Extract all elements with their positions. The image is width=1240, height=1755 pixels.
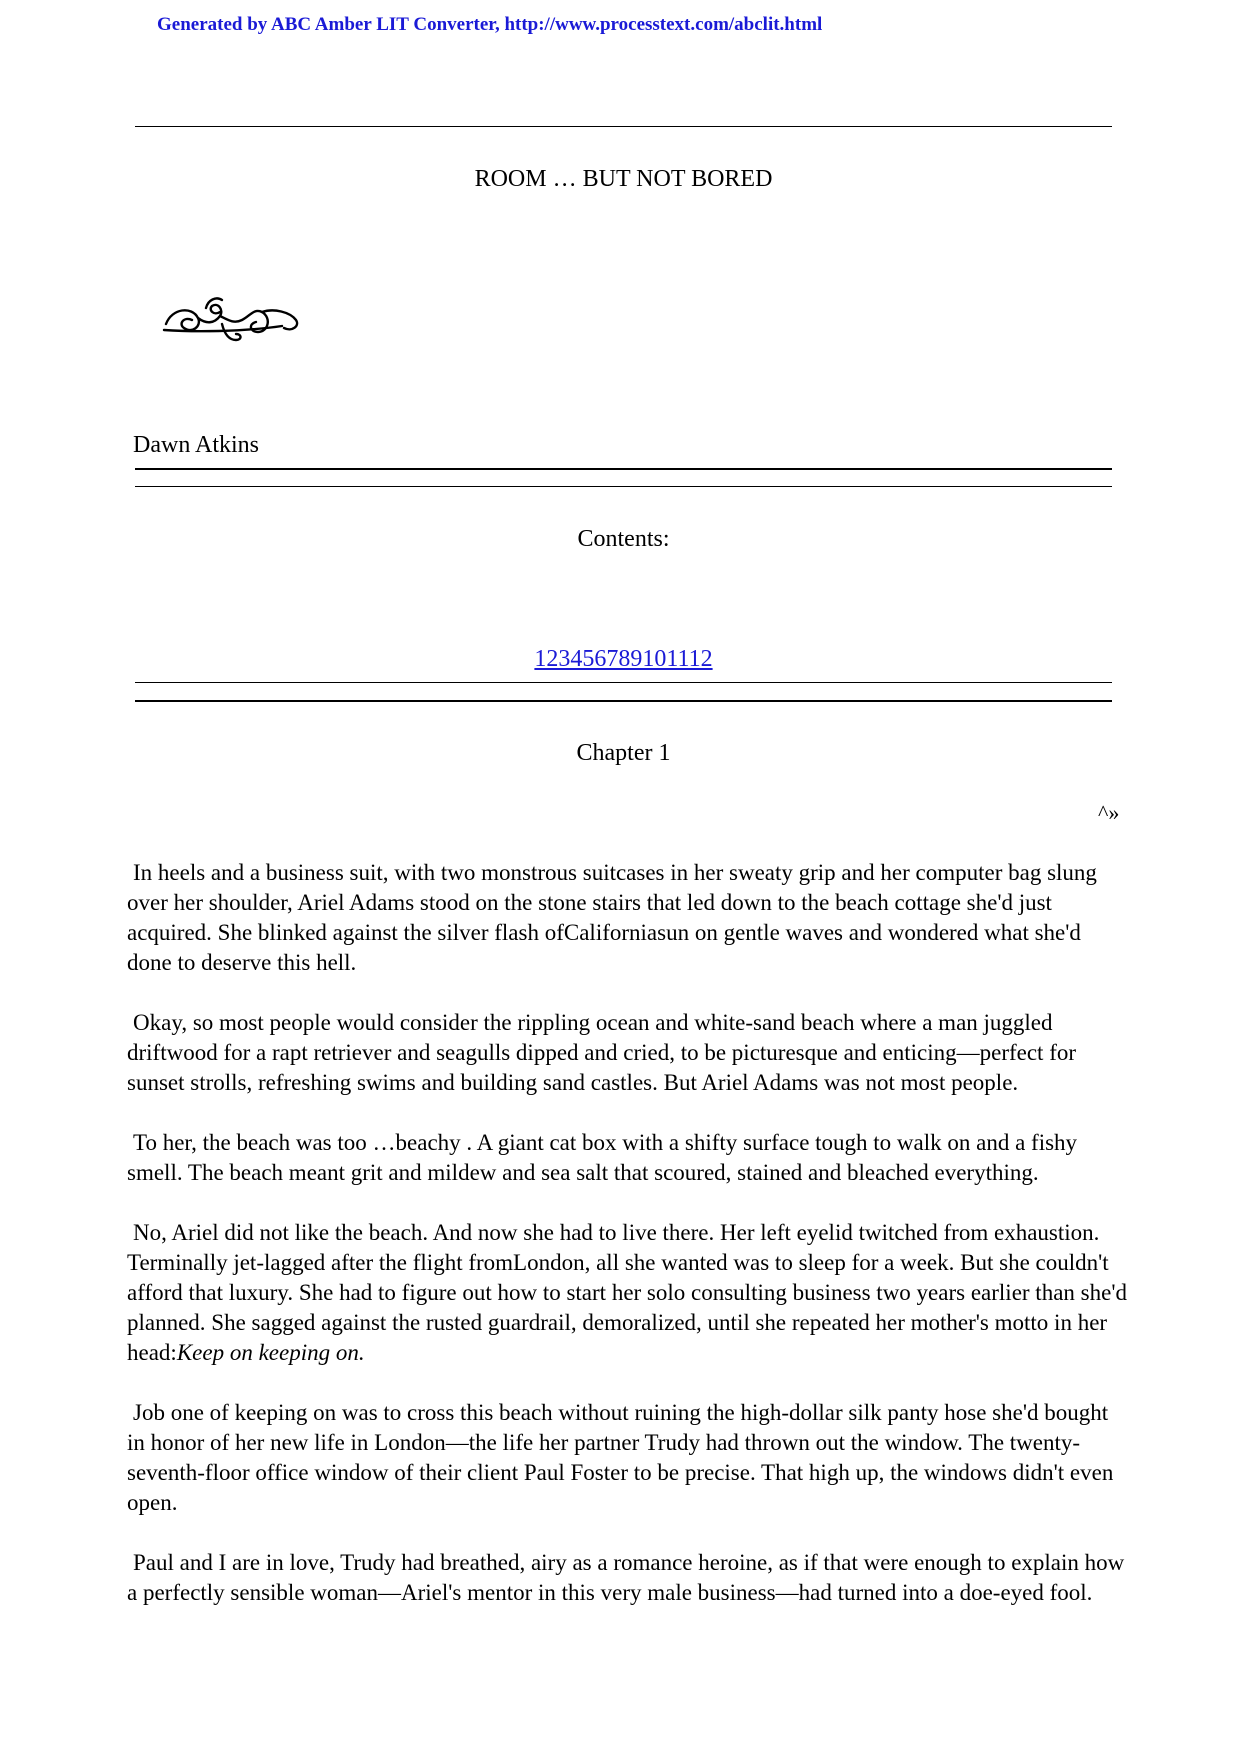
table-of-contents (135, 646, 1112, 673)
horizontal-rule (135, 682, 1112, 683)
paragraph (127, 1398, 1127, 1518)
horizontal-rule (135, 486, 1112, 487)
contents-heading: Contents: (577, 526, 670, 552)
paragraph-text: Okay, so most people would consider the rippling ocean and white-sand beach where a man juggled driftwood for a rapt retriever and seagulls dipped and cried, to be picturesque and enticing—perfect for sunset strolls, refreshing swims and building sand castles. But Ariel Adams was not most people. (127, 1010, 1077, 1095)
paragraph (127, 1128, 1127, 1188)
paragraph-text: Paul and I are in love, Trudy had breathed, airy as a romance heroine, as if that were enough to explain how a perfectly sensible woman—Ariel's mentor in this very male business—had turned into a doe-eyed fool. (127, 1550, 1125, 1605)
ornamental-flourish-icon (162, 290, 302, 348)
paragraph-text: Job one of keeping on was to cross this beach without ruining the high-dollar silk panty hose she'd bought in honor of her new life in London—the life her partner Trudy had thrown out the window. The twenty-seventh-floor office window of their client Paul Foster to be precise. That high up, the windows didn't even open. (127, 1400, 1114, 1515)
chapter-links[interactable]: 123456789101112 (534, 646, 713, 672)
book-title: ROOM … BUT NOT BORED (474, 166, 773, 192)
paragraph (127, 1548, 1127, 1608)
horizontal-rule (135, 126, 1112, 127)
author-name: Dawn Atkins (133, 432, 259, 458)
paragraph-text: In heels and a business suit, with two monstrous suitcases in her sweaty grip and her computer bag slung over her shoulder, Ariel Adams stood on the stone stairs that led down to the beach cottage she'd just acquired. She blinked against the silver flash ofCaliforniasun on gentle waves and wondered what she'd done to deserve this hell. (127, 860, 1097, 975)
chapter-title: Chapter 1 (576, 740, 671, 766)
generator-banner: Generated by ABC Amber LIT Converter, http://www.processtext.com/abclit.html (157, 14, 823, 35)
paragraph-italic-text: Keep on keeping on. (176, 1340, 365, 1365)
paragraph (127, 1008, 1127, 1098)
chapter-body (127, 858, 1127, 1638)
paragraph-text: No, Ariel did not like the beach. And now she had to live there. Her left eyelid twitched from exhaustion. Terminally jet-lagged after the flight fromLondon, all she wanted was to sleep for a week. But she couldn't afford that luxury. She had to figure out how to start her solo consulting business two years earlier than she'd planned. She sagged against the rusted guardrail, demoralized, until she repeated her mother's motto in her head: (127, 1220, 1127, 1365)
paragraph (127, 858, 1127, 978)
horizontal-rule (135, 700, 1112, 702)
paragraph (127, 1218, 1127, 1368)
horizontal-rule (135, 468, 1112, 470)
chapter-nav-links[interactable]: ^» (1098, 800, 1120, 825)
paragraph-text: To her, the beach was too …beachy . A giant cat box with a shifty surface tough to walk on and a fishy smell. The beach meant grit and mildew and sea salt that scoured, stained and bleached everything. (127, 1130, 1078, 1185)
